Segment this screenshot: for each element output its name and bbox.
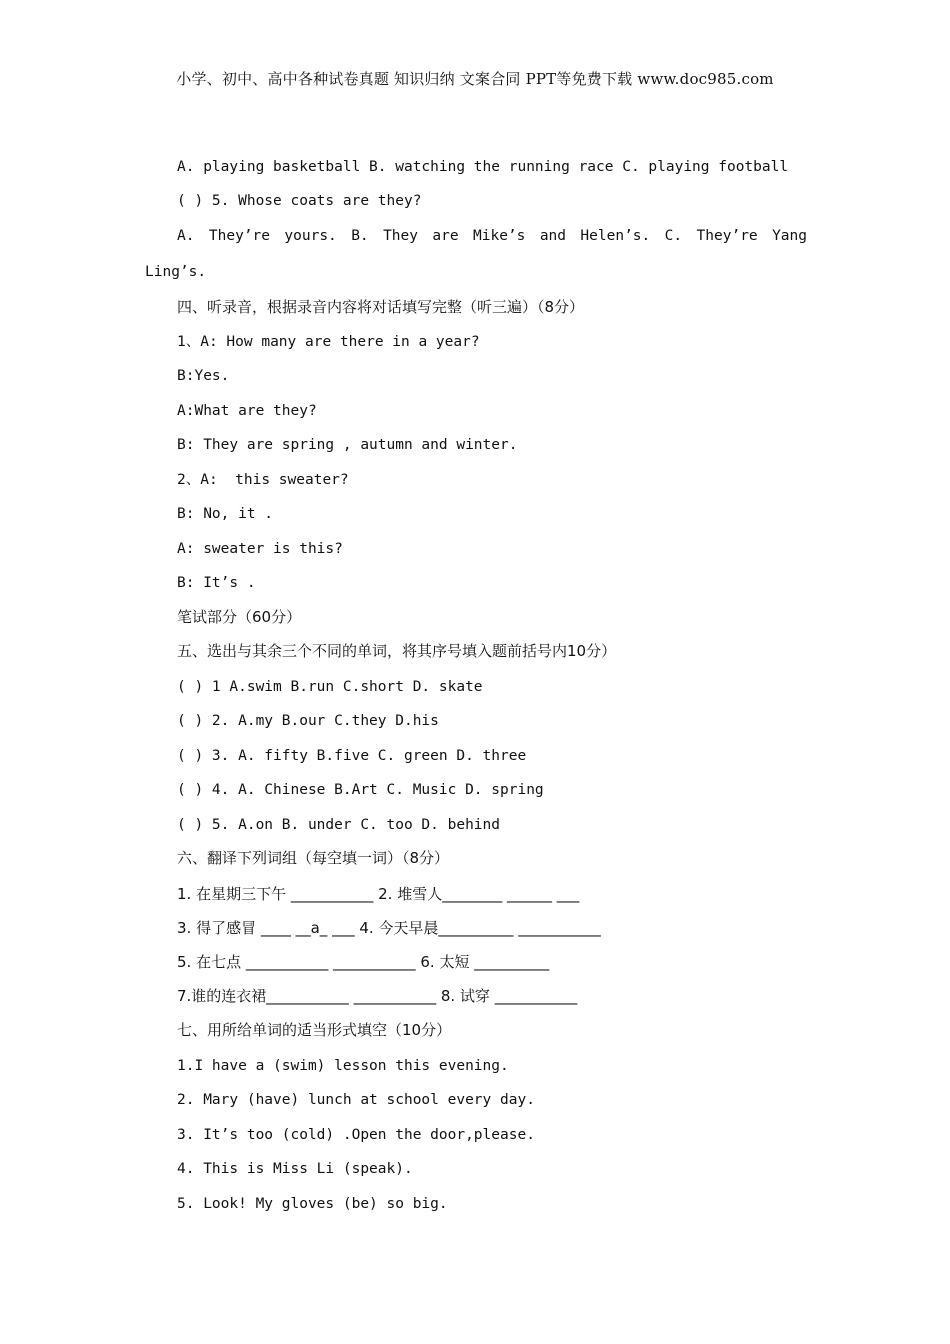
written-part-heading: 笔试部分（60分） bbox=[177, 608, 302, 626]
section-7-item-3: 3. It’s too (cold) .Open the door,please. bbox=[177, 1127, 535, 1143]
section-6-row-3: 5. 在七点 ___________ ___________ 6. 太短 __________ bbox=[177, 953, 550, 971]
section-6-row-4: 7.谁的连衣裙___________ ___________ 8. 试穿 ___________ bbox=[177, 987, 578, 1005]
section-6-heading: 六、翻译下列词组（每空填一词）（8分） bbox=[177, 849, 450, 867]
section-7-item-5: 5. Look! My gloves (be) so big. bbox=[177, 1196, 448, 1212]
section-7-item-1: 1.I have a (swim) lesson this evening. bbox=[177, 1058, 509, 1074]
section-7-item-4: 4. This is Miss Li (speak). bbox=[177, 1161, 413, 1177]
q4-options-line: A. playing basketball B. watching the running race C. playing football bbox=[177, 159, 789, 175]
dialogue-1-line-2: B:Yes. bbox=[177, 368, 230, 384]
section-5-item-3: ( ) 3. A. fifty B.five C. green D. three bbox=[177, 748, 527, 764]
page-header: 小学、初中、高中各种试卷真题 知识归纳 文案合同 PPT等免费下载 www.doc985.com bbox=[176, 70, 774, 88]
dialogue-2-line-4: B: It’s . bbox=[177, 575, 256, 591]
section-5-heading: 五、选出与其余三个不同的单词，将其序号填入题前括号内10分） bbox=[177, 642, 617, 660]
dialogue-1-line-3: A:What are they? bbox=[177, 403, 317, 419]
dialogue-2-line-3: A: sweater is this? bbox=[177, 541, 343, 557]
section-7-heading: 七、用所给单词的适当形式填空（10分） bbox=[177, 1021, 452, 1039]
q5-options-line: A. They’re yours. B. They are Mike’s and Helen’s. C. They’re Yang bbox=[177, 228, 807, 244]
dialogue-2-line-2: B: No, it . bbox=[177, 506, 274, 522]
q5-question-line: ( ) 5. Whose coats are they? bbox=[177, 193, 422, 209]
section-5-item-5: ( ) 5. A.on B. under C. too D. behind bbox=[177, 817, 501, 833]
section-5-item-4: ( ) 4. A. Chinese B.Art C. Music D. spring bbox=[177, 782, 544, 798]
section-4-heading: 四、听录音，根据录音内容将对话填写完整（听三遍）（8分） bbox=[177, 298, 585, 316]
dialogue-2-line-1: 2、A: this sweater? bbox=[177, 472, 349, 488]
q5-options-continuation: Ling’s. bbox=[145, 264, 207, 280]
section-5-item-2: ( ) 2. A.my B.our C.they D.his bbox=[177, 713, 439, 729]
dialogue-1-line-4: B: They are spring , autumn and winter. bbox=[177, 437, 518, 453]
dialogue-1-line-1: 1、A: How many are there in a year? bbox=[177, 334, 480, 350]
section-6-row-2: 3. 得了感冒 ____ __a_ ___ 4. 今天早晨__________ ___________ bbox=[177, 919, 601, 937]
section-7-item-2: 2. Mary (have) lunch at school every day. bbox=[177, 1092, 535, 1108]
section-5-item-1: ( ) 1 A.swim B.run C.short D. skate bbox=[177, 679, 483, 695]
section-6-row-1: 1. 在星期三下午 ___________ 2. 堆雪人________ ______ ___ bbox=[177, 885, 580, 903]
